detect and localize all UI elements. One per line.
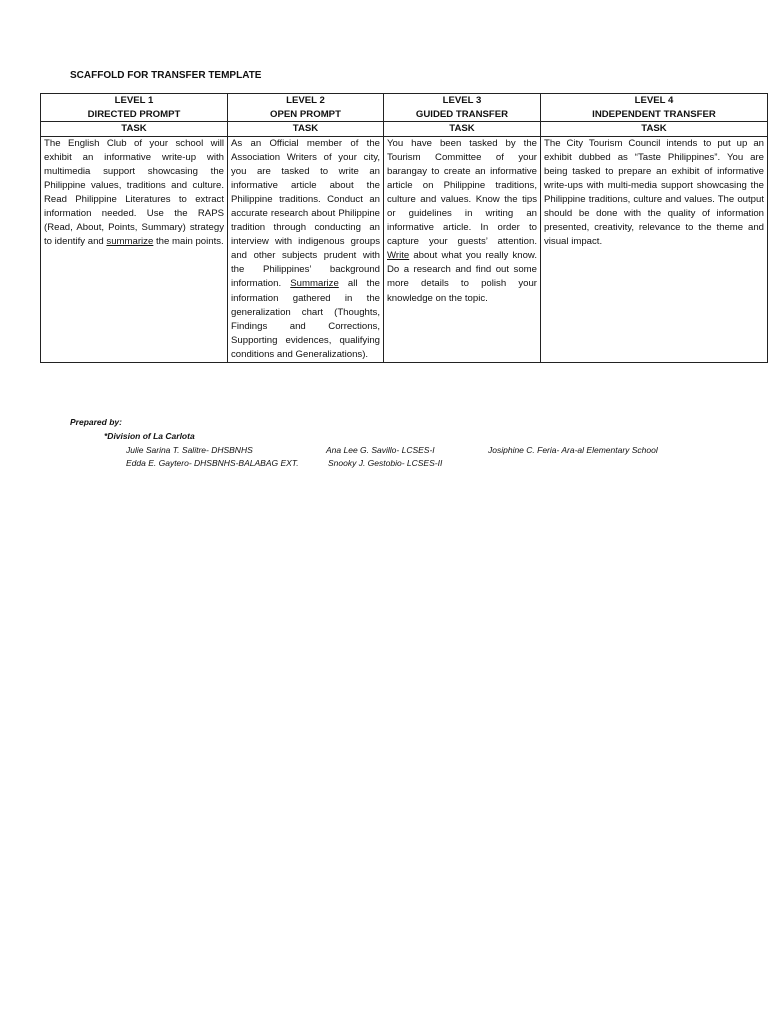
level-1-task-text	[41, 136, 228, 363]
level-4-name: INDEPENDENT TRANSFER	[592, 108, 716, 120]
level-2-task-text	[228, 136, 384, 363]
level-2-header	[228, 94, 384, 122]
level-2-name: OPEN PROMPT	[270, 108, 341, 120]
prepared-by-label: Prepared by:	[70, 417, 122, 427]
level-4-task-header: TASK	[541, 122, 768, 137]
level-3-task-text	[384, 136, 541, 363]
level-2-label: LEVEL 2	[286, 95, 325, 106]
level-1-label: LEVEL 1	[114, 95, 154, 106]
division-label: *Division of La Carlota	[104, 431, 195, 441]
level-3-name: GUIDED TRANSFER	[415, 108, 509, 120]
task-row	[41, 136, 768, 363]
level-1-task-text-end: the main points.	[153, 236, 224, 248]
level-1-name: DIRECTED PROMPT	[87, 108, 181, 120]
preparer-name-5: Snooky J. Gestobio- LCSES-II	[328, 458, 443, 468]
level-3-task-underlined-word: Write	[387, 250, 410, 262]
level-1-task-text-part: The English Club of your school will exhibit an informative write-up with multimedia support showcasing the Philippine values, traditions and culture. Read Philippine Literatures to extract information needed. Use the RAPS (Read, About, Points, Summary) strategy to identify and	[44, 137, 224, 248]
level-3-label: LEVEL 3	[442, 95, 482, 106]
level-1-task-underlined-word: summarize	[106, 236, 154, 248]
level-header-row	[41, 94, 768, 122]
level-1-task-header: TASK	[41, 122, 228, 137]
preparer-name-1: Julie Sarina T. Salitre- DHSBNHS	[126, 445, 253, 455]
level-2-task-underlined-word: Summarize	[290, 278, 339, 290]
level-4-task-text	[541, 136, 768, 363]
scaffold-table	[40, 93, 768, 363]
level-3-task-text-end: about what you really know. Do a research and find out some more details to polish your knowledge on the topic.	[387, 250, 537, 304]
level-3-task-text-part: You have been tasked by the Tourism Committee of your barangay to create an informative article on Philippine traditions, culture and values. Know the tips or guidelines in writing an informative article. In order to capture your guests’ attention.	[387, 137, 537, 248]
document-title: SCAFFOLD FOR TRANSFER TEMPLATE	[70, 70, 262, 81]
task-header-row	[41, 122, 768, 137]
preparer-name-2: Ana Lee G. Savillo- LCSES-I	[326, 445, 435, 455]
level-4-header	[541, 94, 768, 122]
preparer-name-4: Edda E. Gaytero- DHSBNHS-BALABAG EXT.	[126, 458, 299, 468]
level-4-label: LEVEL 4	[634, 95, 674, 106]
level-2-task-text-part: As an Official member of the Association Writers of your city, you are tasked to write an informative article about the Philippine traditions. Conduct an accurate research about Philippine tradition through conducting an interview with indigenous groups and other subjects prudent with the Philippines’ background information.	[231, 137, 380, 290]
level-2-task-text-end: all the information gathered in the generalization chart (Thoughts, Findings and Corrections, Supporting evidences, qualifying conditions and Generalizations).	[231, 278, 380, 360]
level-1-header	[41, 94, 228, 122]
level-3-header	[384, 94, 541, 122]
level-3-task-header: TASK	[384, 122, 541, 137]
level-2-task-header: TASK	[228, 122, 384, 137]
level-4-task-text-part: The City Tourism Council intends to put up an exhibit dubbed as “Taste Philippines”. You are being tasked to prepare an exhibit of informative write-ups with multi-media support showcasing the Philippine traditions, culture and values. The output should be done with the quality of information presented, creativity, relevance to the theme and visual impact.	[544, 137, 764, 248]
preparer-name-3: Josiphine C. Feria- Ara-al Elementary School	[488, 445, 658, 455]
